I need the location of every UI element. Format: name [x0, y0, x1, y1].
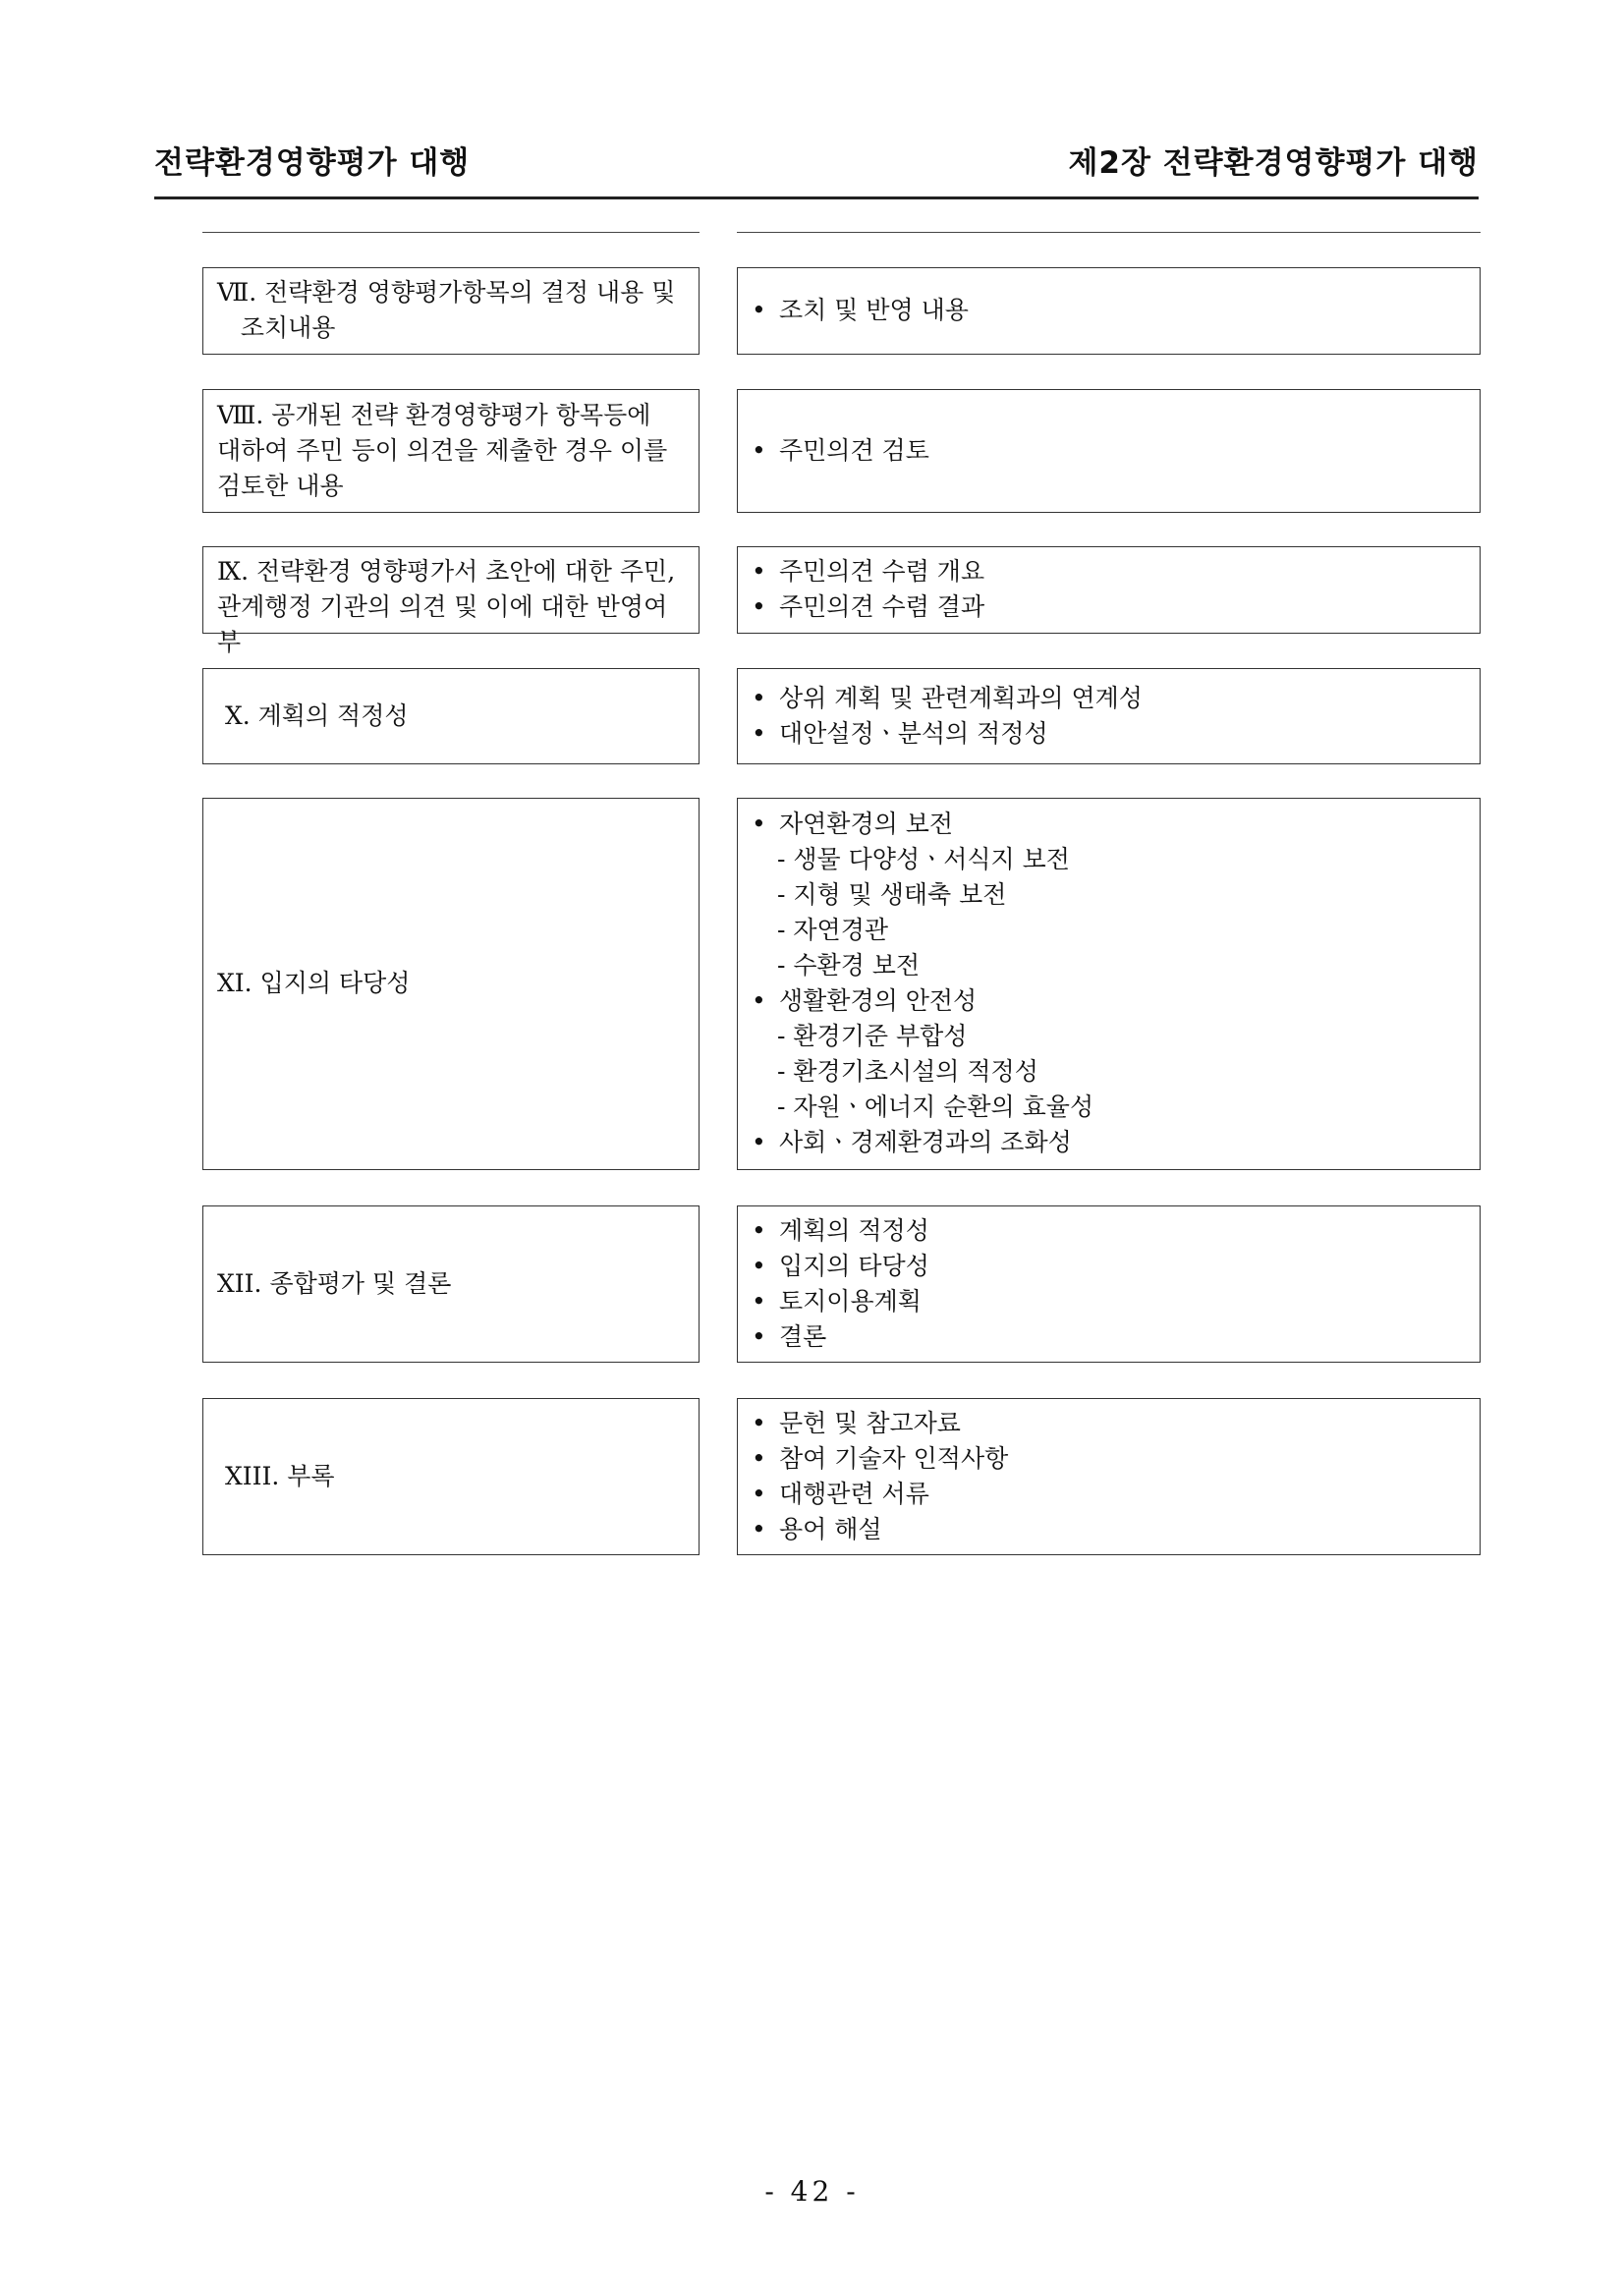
content-list	[752, 554, 1466, 625]
sub-item: - 환경기초시설의 적정성	[777, 1057, 1038, 1086]
section-label: Ⅹ. 계획의 적정성	[217, 701, 409, 730]
sub-item: - 생물 다양성ㆍ서식지 보전	[777, 845, 1070, 873]
section-label: XI. 입지의 타당성	[217, 969, 411, 997]
section-label: Ⅶ. 전략환경 영향평가항목의 결정 내용 및 조치내용	[217, 278, 676, 342]
sub-item: - 환경기준 부합성	[777, 1022, 968, 1050]
bullet-item: • 문헌 및 참고자료	[752, 1406, 1466, 1441]
bullet-item: • 대행관련 서류	[752, 1477, 1466, 1512]
section-label: Ⅷ. 공개된 전략 환경영향평가 항목등에 대하여 주민 등이 의견을 제출한 경우 이를 검토한 내용	[217, 401, 668, 500]
section-content-box	[737, 798, 1481, 1170]
sub-item: - 수환경 보전	[777, 951, 921, 980]
content-list	[752, 1406, 1466, 1547]
bullet-item: • 대안설정ㆍ분석의 적정성	[752, 716, 1466, 752]
section-content-box	[737, 546, 1481, 634]
sub-item: - 자원ㆍ에너지 순환의 효율성	[777, 1092, 1094, 1121]
section-content-box	[737, 1398, 1481, 1555]
bullet-item: • 입지의 타당성	[752, 1249, 1466, 1284]
section-label-box	[202, 668, 700, 764]
content-list	[752, 807, 1466, 1160]
bullet-item: • 토지이용계획	[752, 1284, 1466, 1319]
section-label-box	[202, 1398, 700, 1555]
content-list	[752, 293, 1466, 328]
content-list	[752, 681, 1466, 752]
sub-item: - 지형 및 생태축 보전	[777, 880, 1007, 909]
section-content-box	[737, 1205, 1481, 1363]
bullet-item: • 상위 계획 및 관련계획과의 연계성	[752, 681, 1466, 716]
content-list	[752, 433, 1466, 469]
section-label: XIII. 부록	[217, 1462, 335, 1490]
section-label-box	[202, 1205, 700, 1363]
bullet-item: • 주민의견 수렴 결과	[752, 589, 1466, 625]
section-label-box	[202, 389, 700, 513]
bullet-item: • 계획의 적정성	[752, 1213, 1466, 1249]
left-column-rule	[202, 232, 700, 233]
bullet-item: • 결론	[752, 1319, 1466, 1355]
section-content-box	[737, 389, 1481, 513]
sub-item: - 자연경관	[777, 916, 888, 944]
header-right-title: 제2장 전략환경영향평가 대행	[1068, 145, 1479, 181]
section-content-box	[737, 267, 1481, 355]
section-label-box	[202, 267, 700, 355]
header-left-title: 전략환경영향평가 대행	[154, 145, 471, 181]
bullet-item: • 조치 및 반영 내용	[752, 293, 1466, 328]
section-label: XII. 종합평가 및 결론	[217, 1269, 452, 1298]
section-label-box	[202, 798, 700, 1170]
bullet-item: • 사회ㆍ경제환경과의 조화성	[752, 1125, 1466, 1160]
page-number: - 42 -	[764, 2175, 860, 2208]
bullet-item: • 참여 기술자 인적사항	[752, 1441, 1466, 1477]
bullet-item: • 주민의견 수렴 개요	[752, 554, 1466, 589]
section-content-box	[737, 668, 1481, 764]
bullet-item: • 용어 해설	[752, 1512, 1466, 1547]
bullet-item: • 생활환경의 안전성	[752, 983, 1466, 1019]
bullet-item: • 자연환경의 보전	[752, 807, 1466, 842]
bullet-item: • 주민의견 검토	[752, 433, 1466, 469]
header-divider	[154, 196, 1479, 199]
content-list	[752, 1213, 1466, 1355]
section-label: Ⅸ. 전략환경 영향평가서 초안에 대한 주민, 관계행정 기관의 의견 및 이에 대한 반영여부	[217, 557, 676, 656]
section-label-box	[202, 546, 700, 656]
right-column-rule	[737, 232, 1481, 233]
